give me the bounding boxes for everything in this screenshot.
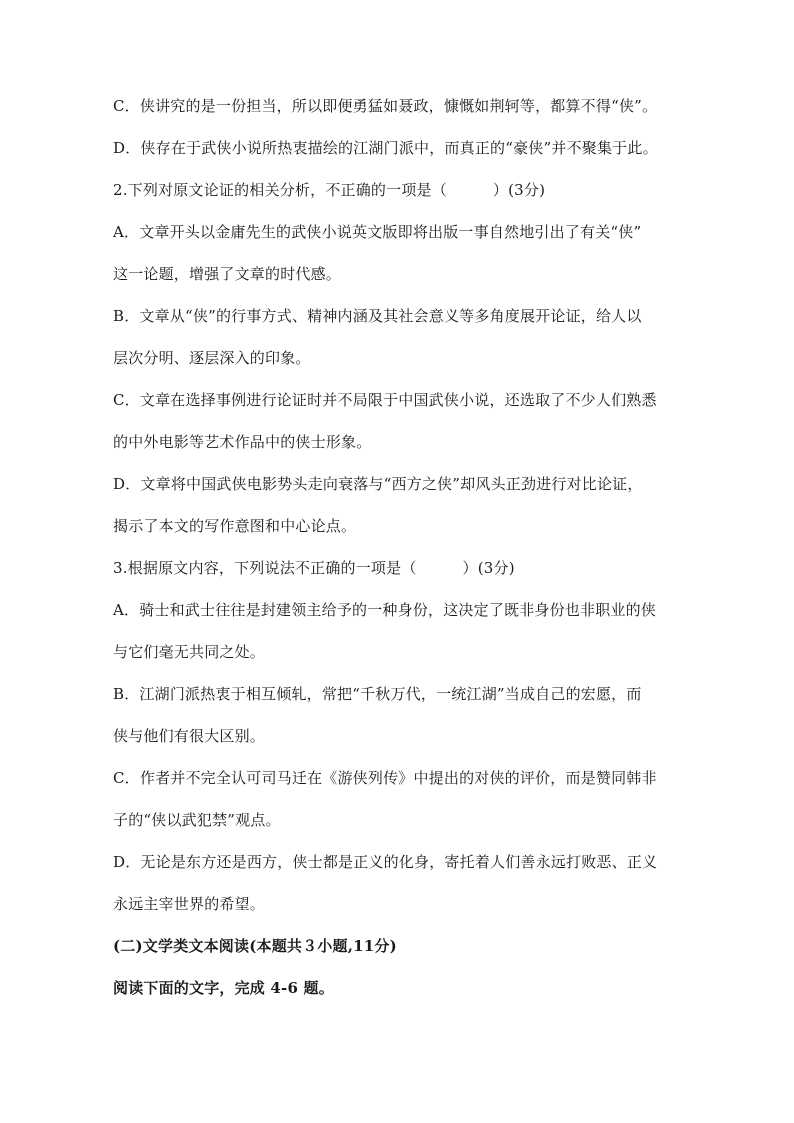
q3-option-c-line2: 子的“侠以武犯禁”观点。	[113, 811, 281, 829]
q2-option-a-line1: A．文章开头以金庸先生的武侠小说英文版即将出版一事自然地引出了有关“侠”	[113, 223, 642, 241]
q3-option-d-line1: D．无论是东方还是西方，侠士都是正义的化身，寄托着人们善永远打败恶、正义	[113, 853, 658, 871]
exam-page	[113, 96, 693, 998]
q1-option-c: C．侠讲究的是一份担当，所以即便勇猛如聂政，慷慨如荆轲等，都算不得“侠”。	[113, 97, 658, 115]
q3-option-b-line1: B．江湖门派热衷于相互倾轧，常把“千秋万代，一统江湖”当成自己的宏愿，而	[113, 685, 642, 703]
q2-stem-suffix: ）(3分)	[492, 181, 546, 199]
q3-option-a-line2: 与它们毫无共同之处。	[113, 643, 266, 661]
q3-stem	[113, 558, 693, 578]
q1-option-d: D．侠存在于武侠小说所热衷描绘的江湖门派中，而真正的“豪侠”并不聚集于此。	[113, 139, 658, 157]
q3-option-c-line1: C．作者并不完全认可司马迁在《游侠列传》中提出的对侠的评价，而是赞同韩非	[113, 769, 657, 787]
q2-option-d-line2: 揭示了本文的写作意图和中心论点。	[113, 517, 357, 535]
q2-option-a-line2: 这一论题，增强了文章的时代感。	[113, 265, 342, 283]
q3-stem-suffix: ）(3分)	[462, 559, 515, 577]
q2-stem-prefix: 2.下列对原文论证的相关分析，不正确的一项是（	[113, 181, 447, 199]
q2-option-b-line2: 层次分明、逐层深入的印象。	[113, 349, 311, 367]
q2-stem	[113, 180, 693, 200]
q3-option-d-line2: 永远主宰世界的希望。	[113, 895, 266, 913]
q2-option-d-line1: D．文章将中国武侠电影势头走向衰落与“西方之侠”却风头正劲进行对比论证，	[113, 475, 643, 493]
q3-option-a-line1: A．骑士和武士往往是封建领主给予的一种身份，这决定了既非身份也非职业的侠	[113, 601, 657, 619]
q2-option-c-line2: 的中外电影等艺术作品中的侠士形象。	[113, 433, 372, 451]
section-heading: (二)文学类文本阅读(本题共３小题,11分)	[113, 937, 397, 955]
q3-option-b-line2: 侠与他们有很大区别。	[113, 727, 266, 745]
q2-option-b-line1: B．文章从“侠”的行事方式、精神内涵及其社会意义等多角度展开论证，给人以	[113, 307, 642, 325]
reading-instruction: 阅读下面的文字，完成 4-6 题。	[113, 979, 334, 997]
q2-option-c-line1: C．文章在选择事例进行论证时并不局限于中国武侠小说，还选取了不少人们熟悉	[113, 391, 657, 409]
q3-stem-prefix: 3.根据原文内容，下列说法不正确的一项是（	[113, 559, 417, 577]
